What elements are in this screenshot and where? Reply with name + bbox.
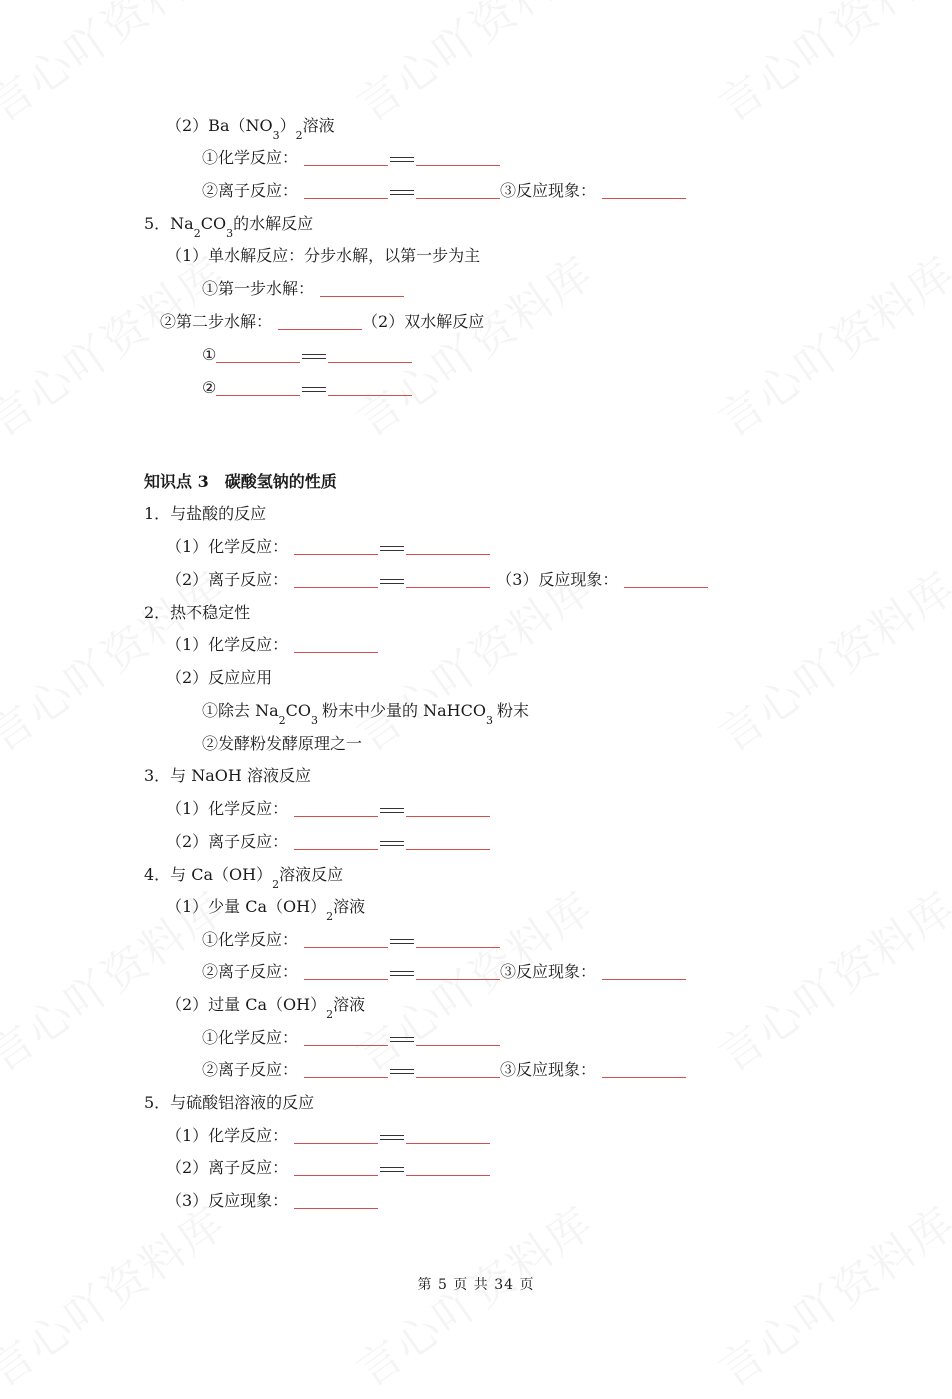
chem-reaction-row [202, 930, 500, 950]
text: （2）反应应用 [166, 668, 273, 687]
hydrolysis-step-1-row [202, 279, 404, 299]
subheading [166, 246, 480, 266]
text: （1）少量 Ca（OH） [166, 897, 327, 916]
equals-sign [390, 157, 414, 162]
answer-blank[interactable] [294, 586, 378, 588]
answer-blank[interactable] [304, 978, 388, 980]
answer-blank[interactable] [602, 197, 686, 199]
answer-blank[interactable] [294, 651, 378, 653]
equals-sign [390, 190, 414, 195]
ionic-reaction-row [166, 1158, 490, 1178]
answer-blank[interactable] [406, 1142, 490, 1144]
text: ①除去 Na [202, 701, 279, 720]
answer-blank[interactable] [304, 164, 388, 166]
section-heading [144, 504, 266, 524]
section-heading [144, 603, 250, 623]
ionic-reaction-row [202, 1060, 686, 1080]
label: （2）离子反应： [166, 570, 289, 589]
text: 的水解反应 [233, 214, 314, 233]
application-item [202, 734, 362, 754]
text: 粉末中少量的 NaHCO [322, 701, 486, 720]
text: 溶液反应 [279, 865, 344, 884]
answer-blank[interactable] [406, 586, 490, 588]
text: 5．Na [144, 214, 194, 233]
watermark [0, 0, 236, 134]
hydrolysis-step-2-row [160, 312, 484, 332]
label: ②离子反应： [202, 962, 299, 981]
subheading-ba-no3: （2）Ba（NO 3 ） 2 溶液 [166, 116, 335, 142]
text: ） [279, 116, 296, 135]
answer-blank[interactable] [294, 848, 378, 850]
application-item: ①除去 Na 2 CO 3 粉末中少量的 NaHCO 3 粉末 [202, 701, 529, 727]
label: （2）离子反应： [166, 832, 289, 851]
answer-blank[interactable] [294, 1207, 378, 1209]
label: （1）化学反应： [166, 1126, 289, 1145]
text: 溶液 [333, 897, 366, 916]
equals-sign [390, 1037, 414, 1042]
answer-blank[interactable] [416, 1044, 500, 1046]
label: ①化学反应： [202, 930, 299, 949]
chem-reaction-row [202, 1028, 500, 1048]
answer-blank[interactable] [406, 1174, 490, 1176]
text: 4．与 Ca（OH） [144, 865, 273, 884]
knowledge-point-heading [144, 472, 337, 492]
page-number: 第 5 页 共 34 页 [417, 1277, 535, 1293]
text: 5．与硫酸铝溶液的反应 [144, 1093, 315, 1112]
label: ②离子反应： [202, 1060, 299, 1079]
equals-sign [380, 808, 404, 813]
section-heading: 5．Na 2 CO 3 的水解反应 [144, 214, 314, 240]
text: （1）单水解反应：分步水解，以第一步为主 [166, 246, 481, 265]
equals-sign [380, 1135, 404, 1140]
text: CO [285, 701, 311, 720]
double-hydrolysis-row-1 [202, 345, 412, 365]
text: 知识点 3 碳酸氢钠的性质 [144, 472, 337, 491]
label: ①第一步水解： [202, 279, 315, 298]
section-heading [144, 1093, 314, 1113]
label: （2）离子反应： [166, 1158, 289, 1177]
answer-blank[interactable] [320, 295, 404, 297]
text: （2）过量 Ca（OH） [166, 995, 327, 1014]
label: （1）化学反应： [166, 537, 289, 556]
label: ②离子反应： [202, 181, 299, 200]
watermark [0, 238, 236, 449]
answer-blank[interactable] [416, 1076, 500, 1078]
equals-sign [380, 546, 404, 551]
equals-sign [380, 841, 404, 846]
subheading [166, 668, 272, 688]
answer-blank[interactable] [416, 197, 500, 199]
answer-blank[interactable] [602, 1076, 686, 1078]
equals-sign [390, 971, 414, 976]
label: （1）化学反应： [166, 635, 289, 654]
ionic-reaction-row [202, 181, 686, 201]
answer-blank[interactable] [328, 361, 412, 363]
answer-blank[interactable] [416, 164, 500, 166]
section-heading: 4．与 Ca（OH） 2 溶液反应 [144, 865, 344, 891]
label: （2）双水解反应 [362, 312, 485, 331]
answer-blank[interactable] [406, 815, 490, 817]
text: （2）Ba（NO [166, 116, 273, 135]
answer-blank[interactable] [294, 815, 378, 817]
label: ①化学反应： [202, 148, 299, 167]
watermark [703, 0, 952, 134]
watermark [341, 238, 604, 449]
label: ③反应现象： [500, 1060, 597, 1079]
answer-blank[interactable] [602, 978, 686, 980]
chem-reaction-row [166, 1126, 490, 1146]
text: 粉末 [496, 701, 529, 720]
answer-blank[interactable] [294, 553, 378, 555]
ionic-reaction-row [202, 962, 686, 982]
equals-sign [302, 354, 326, 359]
text: 1．与盐酸的反应 [144, 504, 267, 523]
watermark [703, 553, 952, 764]
answer-blank[interactable] [216, 361, 300, 363]
equals-sign [380, 1167, 404, 1172]
label: ③反应现象： [500, 962, 597, 981]
text: 溶液 [302, 116, 335, 135]
label: （3）反应现象： [496, 570, 619, 589]
answer-blank[interactable] [304, 946, 388, 948]
chem-reaction-row [166, 635, 378, 655]
text: 溶液 [333, 995, 366, 1014]
answer-blank[interactable] [416, 978, 500, 980]
answer-blank[interactable] [406, 553, 490, 555]
watermark [703, 873, 952, 1084]
section-heading [144, 766, 311, 786]
ionic-reaction-row [166, 832, 490, 852]
subheading: （2）过量 Ca（OH） 2 溶液 [166, 995, 366, 1021]
answer-blank[interactable] [304, 1044, 388, 1046]
chem-reaction-row [202, 148, 500, 168]
text: ②发酵粉发酵原理之一 [202, 734, 363, 753]
equals-sign [302, 387, 326, 392]
answer-blank[interactable] [328, 394, 412, 396]
answer-blank[interactable] [406, 848, 490, 850]
equals-sign [390, 1069, 414, 1074]
label: ②第二步水解： [160, 312, 273, 331]
double-hydrolysis-row-2 [202, 378, 412, 398]
answer-blank[interactable] [216, 394, 300, 396]
subheading: （1）少量 Ca（OH） 2 溶液 [166, 897, 366, 923]
watermark [341, 0, 604, 134]
answer-blank[interactable] [304, 197, 388, 199]
phenomenon-row [166, 1191, 378, 1211]
answer-blank[interactable] [294, 1174, 378, 1176]
label: ① [202, 345, 217, 364]
text: 2．热不稳定性 [144, 603, 251, 622]
answer-blank[interactable] [278, 328, 362, 330]
label: ③反应现象： [500, 181, 597, 200]
answer-blank[interactable] [416, 946, 500, 948]
text: 3．与 NaOH 溶液反应 [144, 766, 311, 785]
watermark [703, 238, 952, 449]
chem-reaction-row [166, 537, 490, 557]
answer-blank[interactable] [304, 1076, 388, 1078]
label: （1）化学反应： [166, 799, 289, 818]
label: ①化学反应： [202, 1028, 299, 1047]
equals-sign [390, 939, 414, 944]
text: CO [200, 214, 227, 233]
ionic-reaction-row [166, 570, 708, 590]
label: ② [202, 378, 217, 397]
equals-sign [380, 579, 404, 584]
answer-blank[interactable] [294, 1142, 378, 1144]
chem-reaction-row [166, 799, 490, 819]
label: （3）反应现象： [166, 1191, 289, 1210]
answer-blank[interactable] [624, 586, 708, 588]
